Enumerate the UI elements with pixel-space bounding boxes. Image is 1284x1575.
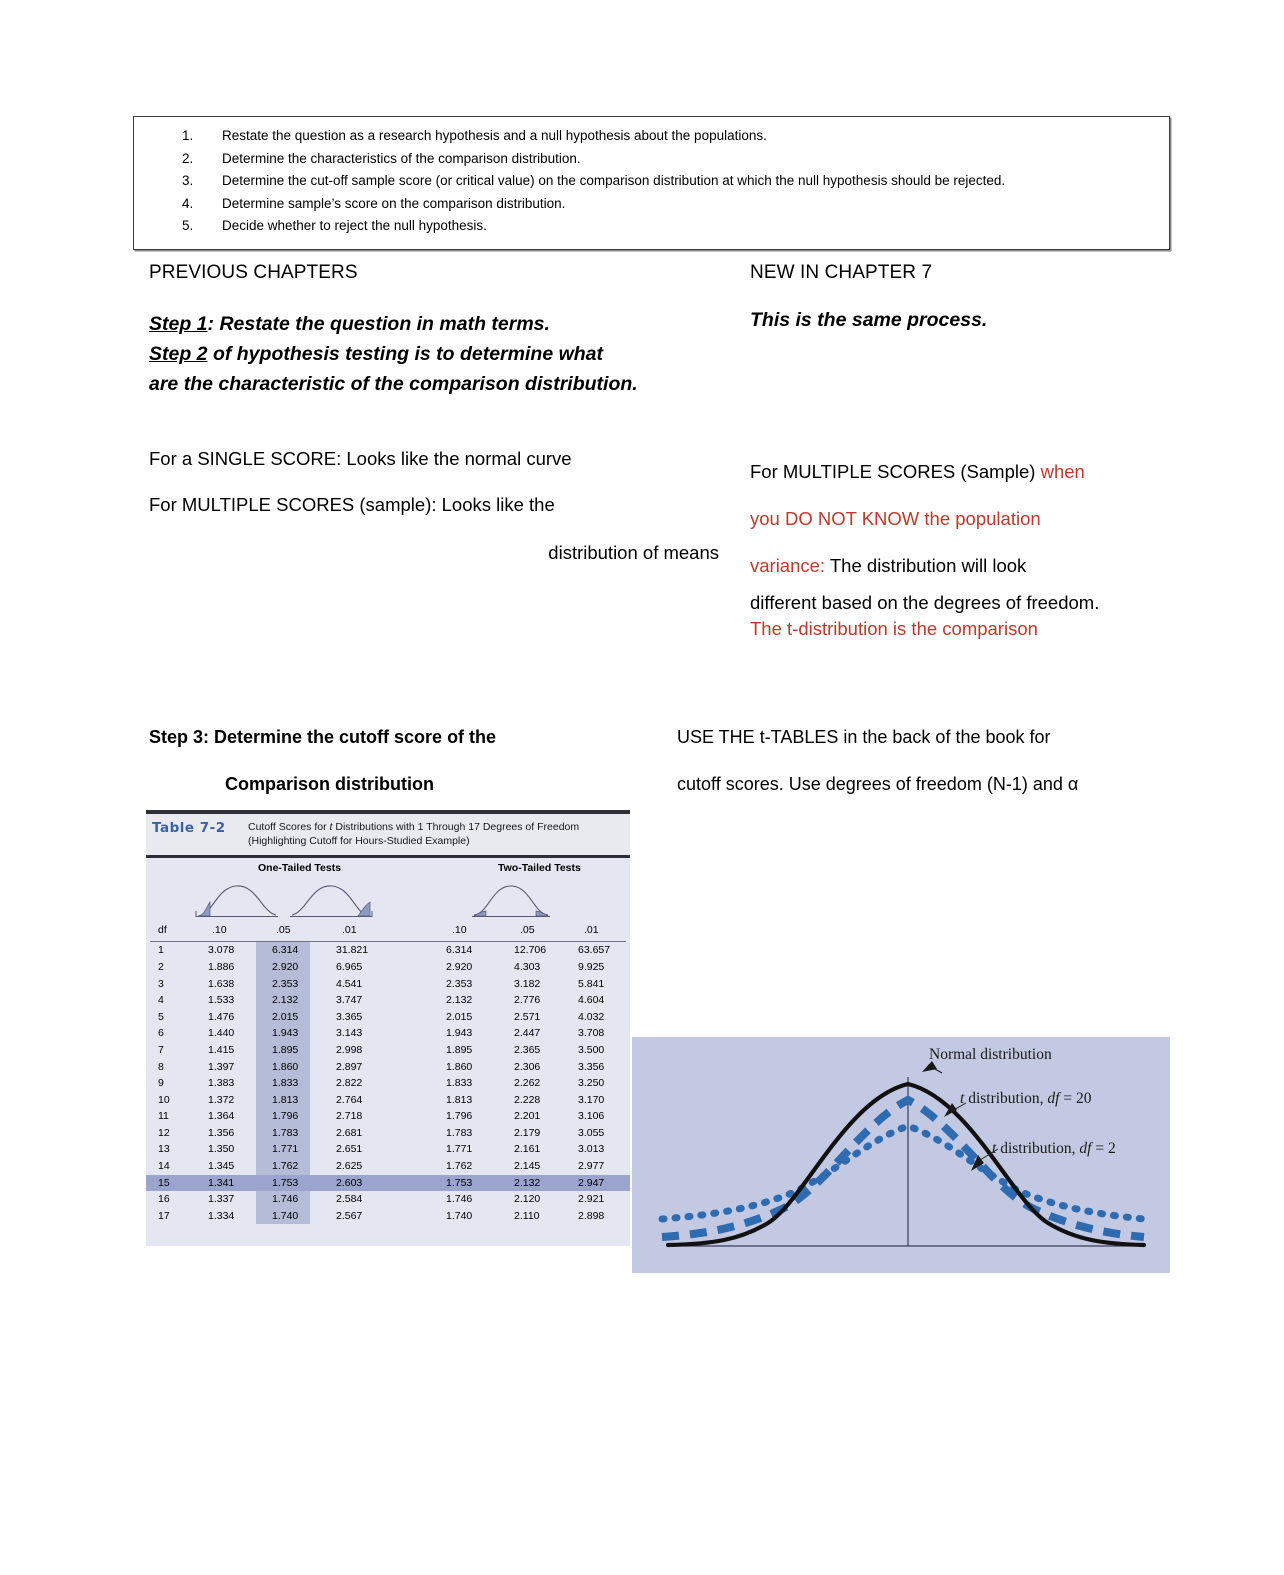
caption-part-italic-t: t <box>329 821 333 833</box>
cell-df: 11 <box>158 1110 169 1123</box>
cell-value: 12.706 <box>514 944 547 957</box>
right-tail-curve-icon <box>288 880 374 923</box>
step2-line <box>149 339 719 369</box>
cell-value: 1.746 <box>446 1193 473 1206</box>
cell-value: 1.813 <box>446 1093 473 1106</box>
cutoff-scores-grid <box>146 942 630 1224</box>
cell-df: 16 <box>158 1193 170 1206</box>
alpha-header-3: .10 <box>452 924 467 937</box>
cell-df: 1 <box>158 944 164 957</box>
cell-value: 1.783 <box>272 1126 299 1139</box>
cell-value: 1.796 <box>446 1110 473 1123</box>
step-item-number: 2. <box>182 150 194 166</box>
cell-value: 6.965 <box>336 960 363 973</box>
right-line-1 <box>750 448 1180 495</box>
cell-value: 3.365 <box>336 1010 363 1023</box>
cell-value: 6.314 <box>272 944 299 957</box>
curve-icons-row <box>146 876 630 922</box>
table-row <box>146 1141 630 1158</box>
cell-value: 2.651 <box>336 1143 363 1156</box>
cell-value: 2.120 <box>514 1193 541 1206</box>
step2-text: of hypothesis testing is to determine what <box>207 343 603 366</box>
cell-value: 2.947 <box>578 1176 605 1189</box>
cell-value: 3.747 <box>336 994 363 1007</box>
cell-value: 1.833 <box>272 1077 299 1090</box>
t-df2-italic-t: t <box>992 1140 997 1157</box>
cell-df: 9 <box>158 1077 164 1090</box>
table-row <box>146 1191 630 1208</box>
table-row <box>146 1092 630 1109</box>
right-explanation-block <box>750 448 1180 643</box>
single-score-text: For a SINGLE SCORE: Looks like the normal curve <box>149 448 572 469</box>
cell-df: 10 <box>158 1093 170 1106</box>
table-row <box>146 1175 630 1192</box>
cell-value: 2.822 <box>336 1077 363 1090</box>
table-row <box>146 1075 630 1092</box>
alpha-header-row <box>146 922 630 941</box>
table-row <box>146 1025 630 1042</box>
hypothesis-steps-box <box>133 116 1170 250</box>
previous-chapters-heading: PREVIOUS CHAPTERS <box>149 262 358 283</box>
cell-value: 1.356 <box>208 1126 235 1139</box>
cell-df: 12 <box>158 1126 170 1139</box>
cell-value: 2.201 <box>514 1110 541 1123</box>
caption-line-2: (Highlighting Cutoff for Hours-Studied Example) <box>248 835 470 848</box>
cell-value: 1.740 <box>272 1209 299 1222</box>
cell-value: 2.262 <box>514 1077 541 1090</box>
two-tailed-header: Two-Tailed Tests <box>498 862 581 875</box>
cell-value: 2.015 <box>272 1010 299 1023</box>
cell-value: 1.895 <box>446 1043 473 1056</box>
cell-value: 1.762 <box>446 1160 473 1173</box>
right-line-1-black: For MULTIPLE SCORES (Sample) <box>750 461 1041 482</box>
table-row <box>146 1108 630 1125</box>
t-df20-curve <box>662 1100 1144 1237</box>
caption-part-a: Cutoff Scores for <box>248 821 330 833</box>
right-line-3 <box>750 542 1180 589</box>
t-df2-eq: = 2 <box>1091 1140 1116 1157</box>
cell-value: 2.132 <box>514 1176 541 1189</box>
cell-value: 5.841 <box>578 977 605 990</box>
alpha-header-4: .05 <box>520 924 535 937</box>
cell-value: 1.415 <box>208 1043 235 1056</box>
cell-value: 3.055 <box>578 1126 605 1139</box>
step-item <box>134 129 1169 143</box>
table-row <box>146 1125 630 1142</box>
table-row <box>146 959 630 976</box>
cell-value: 3.250 <box>578 1077 605 1090</box>
same-process-text: This is the same process. <box>750 309 988 331</box>
cell-df: 15 <box>158 1176 170 1189</box>
step2-line3: are the characteristic of the comparison distribution. <box>149 373 638 396</box>
cell-value: 1.440 <box>208 1027 235 1040</box>
step1-text: : Restate the question in math terms. <box>207 313 550 335</box>
df-header: df <box>158 924 167 937</box>
cell-value: 2.365 <box>514 1043 541 1056</box>
cell-value: 1.813 <box>272 1093 299 1106</box>
cell-value: 3.143 <box>336 1027 363 1040</box>
cell-value: 2.998 <box>336 1043 363 1056</box>
alpha-header-0: .10 <box>212 924 227 937</box>
cell-df: 6 <box>158 1027 164 1040</box>
step-item-text: Determine sample’s score on the comparison distribution. <box>222 195 566 211</box>
table-row <box>146 942 630 959</box>
cell-df: 4 <box>158 994 164 1007</box>
table-body <box>146 858 630 1246</box>
cell-value: 2.776 <box>514 994 541 1007</box>
cell-value: 1.364 <box>208 1110 235 1123</box>
table-row <box>146 1059 630 1076</box>
torn-page-edge <box>146 1224 630 1246</box>
cell-value: 1.638 <box>208 977 235 990</box>
cell-value: 1.350 <box>208 1143 235 1156</box>
cell-value: 1.397 <box>208 1060 235 1073</box>
cell-value: 2.898 <box>578 1209 605 1222</box>
step-item-text: Restate the question as a research hypothesis and a null hypothesis about the populations. <box>222 128 767 143</box>
cell-value: 2.718 <box>336 1110 363 1123</box>
cell-value: 1.943 <box>272 1027 299 1040</box>
cell-value: 1.383 <box>208 1077 235 1090</box>
cell-df: 13 <box>158 1143 170 1156</box>
cell-value: 2.681 <box>336 1126 363 1139</box>
cell-value: 1.341 <box>208 1176 235 1189</box>
cell-df: 2 <box>158 960 164 973</box>
t-df2-rest: distribution, <box>996 1140 1080 1157</box>
cell-value: 2.584 <box>336 1193 363 1206</box>
step-item-text: Determine the characteristics of the comparison distribution. <box>222 150 581 166</box>
cell-value: 1.860 <box>446 1060 473 1073</box>
cell-value: 9.925 <box>578 960 605 973</box>
cell-value: 1.833 <box>446 1077 473 1090</box>
cell-value: 2.977 <box>578 1160 605 1173</box>
cell-value: 4.604 <box>578 994 605 1007</box>
step-item <box>134 152 1169 166</box>
step-item-number: 5. <box>182 218 194 233</box>
step1-label: Step 1 <box>149 313 208 335</box>
cell-value: 2.353 <box>446 977 473 990</box>
step2-label: Step 2 <box>149 343 208 366</box>
cell-value: 1.771 <box>446 1143 473 1156</box>
cell-df: 17 <box>158 1209 170 1222</box>
cell-value: 1.762 <box>272 1160 299 1173</box>
table-row <box>146 992 630 1009</box>
left-tail-curve-icon <box>194 880 280 923</box>
right-line-4: different based on the degrees of freedom. <box>750 591 1100 613</box>
normal-curve <box>668 1084 1144 1245</box>
grid-rows <box>146 942 630 1224</box>
cell-value: 6.314 <box>446 944 473 957</box>
step3-line1: Step 3: Determine the cutoff score of the <box>149 727 497 747</box>
right-line-5: The t-distribution is the comparison <box>750 618 1038 640</box>
use-tables-line1: USE THE t-TABLES in the back of the book for <box>677 727 1051 747</box>
two-tailed-curve-icon <box>468 880 554 923</box>
cell-value: 2.897 <box>336 1060 363 1073</box>
step-item-text: Determine the cut-off sample score (or critical value) on the comparison distribution at which the null hypothesis should be rejected. <box>222 173 1006 188</box>
cell-value: 1.753 <box>446 1176 473 1189</box>
cell-value: 2.228 <box>514 1093 541 1106</box>
cell-value: 1.895 <box>272 1043 299 1056</box>
distribution-of-means-text: distribution of means <box>548 542 719 563</box>
cell-value: 2.179 <box>514 1126 541 1139</box>
table-row <box>146 1208 630 1225</box>
cell-value: 1.796 <box>272 1110 299 1123</box>
table-caption-text <box>248 820 579 848</box>
cell-value: 2.015 <box>446 1010 473 1023</box>
cell-value: 2.447 <box>514 1027 541 1040</box>
cell-value: 1.740 <box>446 1209 473 1222</box>
cell-value: 3.013 <box>578 1143 605 1156</box>
t-df20-label <box>960 1090 1091 1108</box>
cell-value: 2.132 <box>272 994 299 1007</box>
cell-value: 2.132 <box>446 994 473 1007</box>
t-df2-label <box>992 1140 1116 1158</box>
cell-value: 2.161 <box>514 1143 541 1156</box>
cell-value: 1.886 <box>208 960 235 973</box>
cell-value: 2.571 <box>514 1010 541 1023</box>
cell-df: 5 <box>158 1010 164 1023</box>
table-row <box>146 1042 630 1059</box>
t-distribution-comparison-figure <box>632 1037 1170 1273</box>
cell-value: 2.920 <box>272 960 299 973</box>
tails-headers <box>146 858 630 876</box>
use-t-tables-block <box>677 714 1177 808</box>
table-number-label: Table 7-2 <box>152 820 226 836</box>
cell-value: 63.657 <box>578 944 611 957</box>
step-item-number: 1. <box>182 128 194 143</box>
cell-value: 3.500 <box>578 1043 605 1056</box>
right-line-3-red: variance: <box>750 555 826 577</box>
cell-value: 1.337 <box>208 1193 235 1206</box>
cell-value: 3.708 <box>578 1027 605 1040</box>
table-7-2-figure <box>146 810 630 1246</box>
normal-distribution-label: Normal distribution <box>929 1046 1052 1063</box>
step3-block <box>149 714 709 808</box>
table-row <box>146 1158 630 1175</box>
step1-line <box>149 309 719 339</box>
cell-value: 3.182 <box>514 977 541 990</box>
cell-value: 4.303 <box>514 960 541 973</box>
one-tailed-header: One-Tailed Tests <box>258 862 342 875</box>
t-df20-italic-df: df <box>1047 1090 1060 1107</box>
cell-value: 1.771 <box>272 1143 299 1156</box>
cell-value: 2.567 <box>336 1209 363 1222</box>
alpha-header-1: .05 <box>276 924 291 937</box>
cell-value: 1.783 <box>446 1126 473 1139</box>
t-df20-italic-t: t <box>960 1090 965 1107</box>
right-line-3-black: The distribution will look <box>825 555 1027 577</box>
cell-value: 3.356 <box>578 1060 605 1073</box>
table-caption <box>146 814 630 855</box>
cell-value: 1.753 <box>272 1176 299 1189</box>
table-row <box>146 976 630 993</box>
step-item <box>134 174 1169 188</box>
alpha-header-5: .01 <box>584 924 599 937</box>
cell-value: 3.106 <box>578 1110 605 1123</box>
cell-value: 2.603 <box>336 1176 363 1189</box>
caption-part-b: Distributions with 1 Through 17 Degrees of Freedom <box>332 821 580 833</box>
t-df20-rest: distribution, <box>964 1090 1048 1107</box>
right-line-1-red: when <box>1040 461 1085 482</box>
cell-df: 14 <box>158 1160 170 1173</box>
cell-value: 1.345 <box>208 1160 235 1173</box>
cell-value: 1.943 <box>446 1027 473 1040</box>
use-tables-line2: cutoff scores. Use degrees of freedom (N-1) and α <box>677 773 1079 794</box>
cell-value: 2.625 <box>336 1160 363 1173</box>
cell-df: 8 <box>158 1060 164 1073</box>
t-df2-italic-df: df <box>1079 1140 1092 1157</box>
cell-value: 3.170 <box>578 1093 605 1106</box>
step-item-text: Decide whether to reject the null hypothesis. <box>222 218 487 233</box>
step-item-number: 3. <box>182 173 194 188</box>
cell-value: 2.353 <box>272 977 299 990</box>
right-line-2: you DO NOT KNOW the population <box>750 508 1041 530</box>
cell-value: 3.078 <box>208 944 235 957</box>
cell-value: 2.145 <box>514 1160 541 1173</box>
t-df20-eq: = 20 <box>1059 1090 1092 1107</box>
table-row <box>146 1009 630 1026</box>
cell-value: 1.533 <box>208 994 235 1007</box>
alpha-header-2: .01 <box>342 924 357 937</box>
cell-value: 2.764 <box>336 1093 363 1106</box>
cell-df: 3 <box>158 977 164 990</box>
step3-line2: Comparison distribution <box>225 773 434 794</box>
cell-value: 1.334 <box>208 1209 235 1222</box>
cell-value: 4.032 <box>578 1010 605 1023</box>
cell-value: 2.110 <box>514 1209 540 1222</box>
step-item <box>134 219 1169 233</box>
cell-value: 31.821 <box>336 944 369 957</box>
cell-value: 1.746 <box>272 1193 299 1206</box>
left-steps-block <box>149 309 719 400</box>
cell-value: 2.921 <box>578 1193 605 1206</box>
cell-value: 4.541 <box>336 977 363 990</box>
cell-value: 2.920 <box>446 960 473 973</box>
cell-value: 1.476 <box>208 1010 235 1023</box>
cell-value: 1.860 <box>272 1060 299 1073</box>
cell-df: 7 <box>158 1043 164 1056</box>
step-item <box>134 197 1169 211</box>
multiple-scores-text: For MULTIPLE SCORES (sample): Looks like the <box>149 494 555 515</box>
cell-value: 2.306 <box>514 1060 541 1073</box>
new-in-chapter-heading: NEW IN CHAPTER 7 <box>750 262 933 283</box>
cell-value: 1.372 <box>208 1093 235 1106</box>
step-item-number: 4. <box>182 195 194 211</box>
